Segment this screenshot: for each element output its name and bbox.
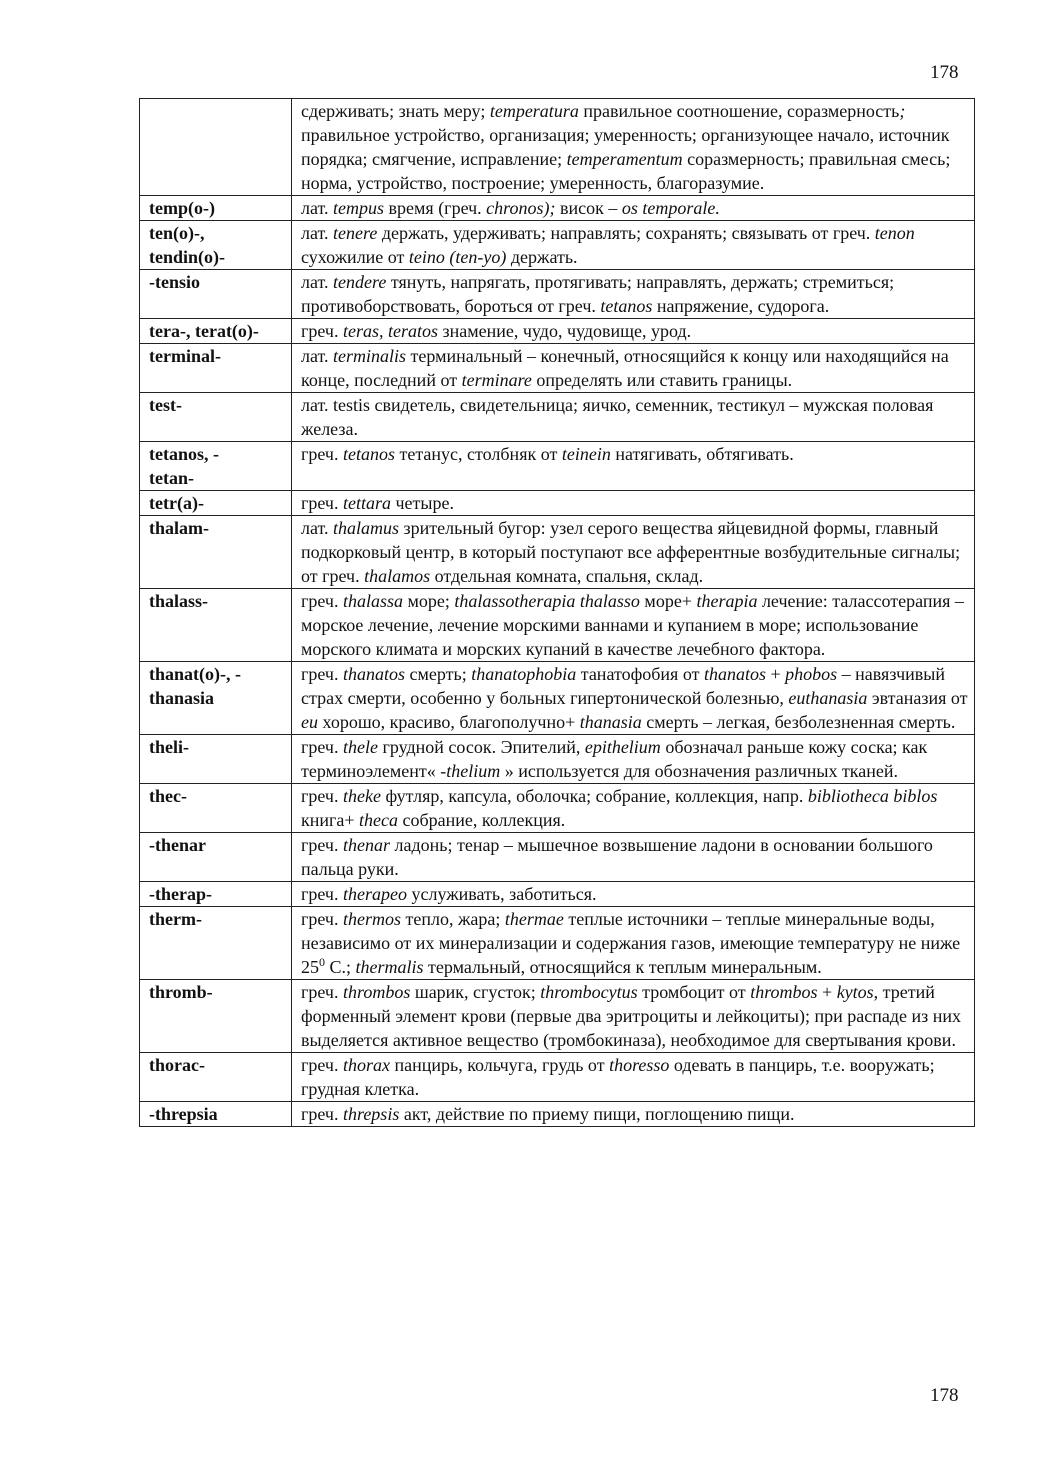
- definition-cell: [292, 516, 975, 589]
- table-row: [140, 196, 975, 221]
- glossary-body: [140, 99, 975, 1127]
- term-line: -threpsia: [149, 1104, 218, 1124]
- definition-cell: [292, 1102, 975, 1127]
- definition-text: лат.: [301, 346, 334, 366]
- definition-text: теплые источники – теплые минеральные воды, независимо от их минерализации и содержания газов, имеющие температуру не ниже 25: [301, 909, 961, 977]
- definition-italic-text: thorax: [342, 1055, 390, 1075]
- definition-cell: [292, 319, 975, 344]
- definition-italic-text: terminare: [461, 370, 532, 390]
- definition-italic-text: thanatos: [703, 664, 766, 684]
- definition-text: шарик, сгусток;: [410, 982, 541, 1002]
- term-line: thorac-: [149, 1055, 205, 1075]
- glossary-table: [139, 98, 975, 1127]
- definition-cell: [292, 735, 975, 784]
- definition-italic-text: thermos: [342, 909, 401, 929]
- term-cell: [140, 221, 292, 270]
- definition-text: сдерживать; знать меру;: [301, 101, 490, 121]
- definition-italic-text: ;: [899, 101, 906, 121]
- table-row: [140, 907, 975, 980]
- term-cell: [140, 319, 292, 344]
- definition-text: тетанус, столбняк от: [394, 444, 562, 464]
- definition-text: греч.: [301, 835, 343, 855]
- definition-text: +: [765, 664, 786, 684]
- definition-cell: [292, 1053, 975, 1102]
- definition-text: греч.: [301, 1055, 343, 1075]
- definition-text: висок –: [555, 198, 622, 218]
- definition-text: греч.: [301, 664, 343, 684]
- definition-text: лечение: талассотерапия – морское лечение, лечение морскими ваннами и купанием в море; использование морского климата и морских купаний в качестве лечебного фактора.: [301, 591, 964, 659]
- definition-italic-text: theca: [359, 810, 399, 830]
- definition-cell: [292, 221, 975, 270]
- definition-text: тепло, жара;: [400, 909, 505, 929]
- definition-cell: [292, 833, 975, 882]
- definition-text: отдельная комната, спальня, склад.: [430, 566, 704, 586]
- definition-italic-text: thanatophobia: [471, 664, 577, 684]
- term-cell: [140, 99, 292, 196]
- term-line: test-: [149, 395, 182, 415]
- table-row: [140, 833, 975, 882]
- definition-text: +: [817, 982, 837, 1002]
- definition-cell: [292, 442, 975, 491]
- term-cell: [140, 833, 292, 882]
- table-row: [140, 784, 975, 833]
- definition-italic-text: terminalis: [333, 346, 407, 366]
- definition-text: услуживать, заботиться.: [406, 884, 597, 904]
- definition-cell: [292, 662, 975, 735]
- definition-italic-text: thrombos: [342, 982, 411, 1002]
- definition-italic-text: thalassa: [342, 591, 403, 611]
- term-line: thanat(o)-, -: [149, 664, 241, 684]
- definition-text: терминальный – конечный, относящийся к концу или находящийся на конце, последний от: [301, 346, 949, 390]
- table-row: [140, 221, 975, 270]
- definition-italic-text: ,: [779, 688, 784, 708]
- definition-text: собрание, коллекция.: [398, 810, 566, 830]
- definition-cell: [292, 491, 975, 516]
- term-line: tetan-: [149, 468, 194, 488]
- term-cell: [140, 344, 292, 393]
- definition-text: правильное соотношение: [578, 101, 778, 121]
- definition-text: держать.: [506, 247, 578, 267]
- definition-text: напряжение, судорога.: [652, 296, 830, 316]
- definition-text: держать, удерживать; направлять; сохранять; связывать от греч.: [377, 223, 875, 243]
- definition-text: определять или ставить границы.: [531, 370, 793, 390]
- definition-italic-text: ,: [777, 101, 783, 121]
- definition-italic-text: thalamus: [333, 518, 400, 538]
- definition-italic-text: bibliotheca biblos: [807, 786, 938, 806]
- term-line: thanasia: [149, 688, 215, 708]
- definition-text: тянуть, напрягать, протягивать; направлять, держать; стремиться; противоборствовать, бороться от греч.: [301, 272, 895, 316]
- definition-italic-text: epithelium: [584, 737, 661, 757]
- term-line: thromb-: [149, 982, 213, 1002]
- definition-italic-text: thanasia: [579, 712, 642, 732]
- definition-cell: [292, 99, 975, 196]
- term-line: -thenar: [149, 835, 206, 855]
- definition-text: лат.: [301, 223, 334, 243]
- table-row: [140, 662, 975, 735]
- term-cell: [140, 980, 292, 1053]
- definition-text: акт, действие по приему пищи, поглощению пищи.: [399, 1104, 795, 1124]
- definition-italic-text: threpsis: [342, 1104, 400, 1124]
- term-line: thec-: [149, 786, 187, 806]
- definition-italic-text: kytos: [836, 982, 874, 1002]
- definition-text: сухожилие от: [301, 247, 409, 267]
- definition-text: море+: [639, 591, 697, 611]
- definition-text: смерть – легкая, безболезненная смерть.: [641, 712, 956, 732]
- definition-italic-text: thrombos: [750, 982, 818, 1002]
- term-cell: [140, 1053, 292, 1102]
- term-cell: [140, 735, 292, 784]
- definition-text: правильное устройство, организация; умеренность; организующее начало, источник порядка; смягчение, исправление;: [301, 125, 950, 169]
- definition-cell: [292, 907, 975, 980]
- definition-text: соразмерность: [782, 101, 900, 121]
- definition-italic-text: tendere: [333, 272, 387, 292]
- definition-text: лат.: [301, 198, 334, 218]
- definition-text: ладонь; тенар – мышечное возвышение ладони в основании большого пальца руки.: [301, 835, 933, 879]
- table-row: [140, 491, 975, 516]
- definition-italic-text: -thelium: [440, 761, 501, 781]
- definition-italic-text: tetanos: [342, 444, 395, 464]
- definition-text: греч.: [301, 493, 343, 513]
- definition-italic-text: euthanasia: [788, 688, 868, 708]
- definition-text: греч.: [301, 909, 343, 929]
- definition-italic-text: temperamentum: [566, 149, 683, 169]
- table-row: [140, 319, 975, 344]
- term-cell: [140, 442, 292, 491]
- term-line: terminal-: [149, 346, 221, 366]
- table-row: [140, 393, 975, 442]
- definition-italic-text: therapeo: [342, 884, 407, 904]
- definition-cell: [292, 980, 975, 1053]
- definition-italic-text: tenon: [874, 223, 915, 243]
- term-cell: [140, 196, 292, 221]
- definition-text: греч.: [301, 444, 343, 464]
- definition-italic-text: thalassotherapia thalasso: [454, 591, 640, 611]
- definition-text: греч.: [301, 321, 343, 341]
- definition-italic-text: thele: [342, 737, 378, 757]
- definition-text: лат.: [301, 272, 334, 292]
- term-cell: [140, 784, 292, 833]
- term-line: thalass-: [149, 591, 209, 611]
- definition-cell: [292, 784, 975, 833]
- term-cell: [140, 270, 292, 319]
- definition-text: С.;: [325, 957, 356, 977]
- definition-text: смерть;: [405, 664, 472, 684]
- definition-cell: [292, 589, 975, 662]
- definition-text: тромбоцит от: [637, 982, 751, 1002]
- definition-italic-text: teinein: [561, 444, 611, 464]
- page-number-bottom: 178: [930, 1385, 959, 1406]
- definition-text: четыре.: [390, 493, 454, 513]
- term-line: theli-: [149, 737, 189, 757]
- term-cell: [140, 589, 292, 662]
- definition-text: греч.: [301, 737, 343, 757]
- term-cell: [140, 491, 292, 516]
- definition-cell: [292, 196, 975, 221]
- definition-text: книга+: [301, 810, 360, 830]
- table-row: [140, 344, 975, 393]
- table-row: [140, 1102, 975, 1127]
- definition-italic-text: tettara: [342, 493, 391, 513]
- definition-italic-text: teino (ten-yo): [408, 247, 507, 267]
- table-row: [140, 589, 975, 662]
- definition-text: , третий форменный элемент крови (первые два эритроциты и лейкоциты); при распаде из них выделяется активное вещество (тромбокиназа), необходимое для свертывания крови.: [301, 982, 961, 1050]
- table-row: [140, 442, 975, 491]
- term-cell: [140, 516, 292, 589]
- definition-text: обозначал раньше кожу соска; как терминоэлемент«: [301, 737, 928, 781]
- definition-text: зрительный бугор: узел серого вещества яйцевидной формы, главный подкорковый центр, в который поступают все афферентные возбудительные сигналы; от греч.: [301, 518, 961, 586]
- definition-italic-text: thalamos: [364, 566, 431, 586]
- term-line: tetr(a)-: [149, 493, 204, 513]
- definition-text: греч.: [301, 884, 343, 904]
- definition-cell: [292, 882, 975, 907]
- table-row: [140, 980, 975, 1053]
- definition-italic-text: theke: [342, 786, 381, 806]
- definition-text: грудной сосок. Эпителий,: [377, 737, 585, 757]
- table-row: [140, 735, 975, 784]
- term-cell: [140, 662, 292, 735]
- definition-text: футляр, капсула, оболочка; собрание, коллекция, напр.: [380, 786, 808, 806]
- term-cell: [140, 393, 292, 442]
- definition-text: панцирь, кольчуга, грудь от: [389, 1055, 610, 1075]
- definition-cell: [292, 270, 975, 319]
- term-cell: [140, 1102, 292, 1127]
- definition-italic-text: thrombocytus: [540, 982, 638, 1002]
- definition-superscript: 0: [319, 955, 325, 969]
- term-line: temp(o-): [149, 198, 215, 218]
- definition-italic-text: thanatos: [342, 664, 405, 684]
- definition-text: греч.: [301, 591, 343, 611]
- definition-text: натягивать, обтягивать.: [610, 444, 794, 464]
- definition-italic-text: thermalis: [355, 957, 424, 977]
- definition-cell: [292, 344, 975, 393]
- definition-italic-text: os temporale.: [621, 198, 720, 218]
- definition-italic-text: tetanos: [600, 296, 653, 316]
- term-line: tendin(o)-: [149, 247, 225, 267]
- definition-text: греч.: [301, 1104, 343, 1124]
- definition-italic-text: phobos: [785, 664, 838, 684]
- definition-cell: [292, 393, 975, 442]
- term-line: ten(o)-,: [149, 223, 205, 243]
- table-row: [140, 882, 975, 907]
- definition-italic-text: tempus: [333, 198, 385, 218]
- term-line: tera-, terat(o)-: [149, 321, 259, 341]
- definition-italic-text: teras, teratos: [342, 321, 438, 341]
- term-line: -tensio: [149, 272, 200, 292]
- definition-italic-text: thoresso: [609, 1055, 670, 1075]
- definition-italic-text: eu: [301, 712, 318, 732]
- page-number-top: 178: [930, 62, 959, 83]
- definition-text: эвтаназия от: [867, 688, 968, 708]
- term-line: therm-: [149, 909, 202, 929]
- definition-text: термальный, относящийся к теплым минеральным.: [423, 957, 822, 977]
- definition-text: знамение, чудо, чудовище, урод.: [438, 321, 692, 341]
- term-line: thalam-: [149, 518, 209, 538]
- definition-text: греч.: [301, 982, 343, 1002]
- term-cell: [140, 882, 292, 907]
- definition-italic-text: chronos);: [486, 198, 556, 218]
- term-line: tetanos, -: [149, 444, 219, 464]
- definition-text: лат. testis свидетель, свидетельница; яичко, семенник, тестикул – мужская половая железа.: [301, 395, 934, 439]
- term-cell: [140, 907, 292, 980]
- table-row: [140, 99, 975, 196]
- table-row: [140, 270, 975, 319]
- definition-text: время (греч.: [384, 198, 487, 218]
- definition-text: танатофобия от: [576, 664, 704, 684]
- table-row: [140, 516, 975, 589]
- term-line: -therap-: [149, 884, 212, 904]
- definition-italic-text: thermae: [504, 909, 564, 929]
- definition-text: » используется для обозначения различных тканей.: [500, 761, 899, 781]
- definition-text: соразмерность; правильная смесь; норма, устройство, построение; умеренность, благоразумие.: [301, 149, 951, 193]
- definition-text: хорошо, красиво, благополучно+: [318, 712, 580, 732]
- definition-text: лат.: [301, 518, 334, 538]
- definition-text: – навязчивый страх смерти, особенно у больных гипертонической болезнью: [301, 664, 945, 708]
- table-row: [140, 1053, 975, 1102]
- definition-text: греч.: [301, 786, 343, 806]
- definition-italic-text: temperatura: [489, 101, 579, 121]
- definition-text: одевать в панцирь, т.е. вооружать; грудная клетка.: [301, 1055, 935, 1099]
- definition-text: море;: [403, 591, 455, 611]
- definition-italic-text: tenere: [333, 223, 378, 243]
- definition-italic-text: therapia: [696, 591, 758, 611]
- definition-italic-text: thenar: [342, 835, 390, 855]
